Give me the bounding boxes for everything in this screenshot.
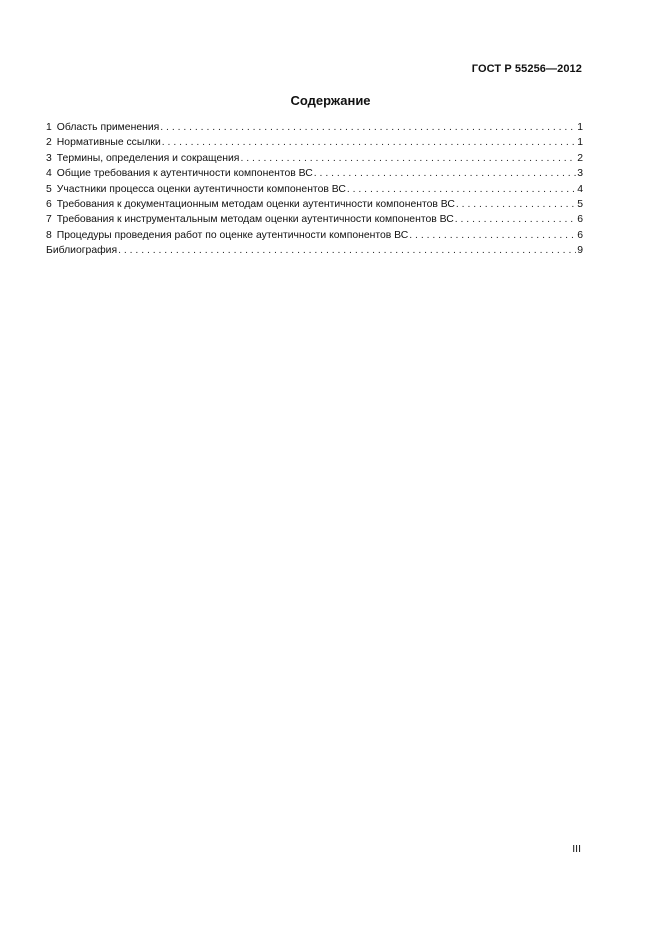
- toc-entry-number: 7: [46, 214, 52, 226]
- toc-title: Содержание: [290, 93, 371, 108]
- toc-entry-number: 6: [46, 198, 52, 210]
- toc-entry-7[interactable]: [46, 212, 583, 227]
- toc-entry-page: 4: [577, 183, 583, 195]
- toc-entry-bibliography[interactable]: [46, 243, 583, 258]
- toc-entry-number: 8: [46, 229, 52, 241]
- toc-entry-2[interactable]: [46, 135, 583, 150]
- toc-leader-dots: [160, 120, 576, 135]
- toc-entry-page: 1: [577, 137, 583, 149]
- toc-leader-dots: [240, 151, 576, 166]
- toc-leader-dots: [118, 243, 576, 258]
- toc-leader-dots: [456, 197, 576, 212]
- toc-entry-8[interactable]: [46, 228, 583, 243]
- page-number: III: [572, 843, 581, 855]
- toc-entry-page: 6: [577, 214, 583, 226]
- toc-entry-label: Участники процесса оценки аутентичности компонентов ВС: [56, 183, 346, 195]
- toc-entry-label: Библиография: [46, 245, 118, 257]
- toc-entry-number: 1: [46, 122, 52, 133]
- toc-leader-dots: [162, 135, 576, 150]
- toc-entry-page: 2: [577, 152, 583, 164]
- toc-entry-number: 4: [46, 168, 52, 180]
- toc-entry-page: 9: [577, 245, 583, 257]
- toc-entry-1[interactable]: [46, 120, 583, 135]
- toc-entry-number: 3: [46, 152, 52, 164]
- toc-leader-dots: [314, 166, 576, 181]
- table-of-contents: [46, 120, 583, 259]
- toc-entry-page: 1: [577, 122, 583, 133]
- toc-entry-3[interactable]: [46, 151, 583, 166]
- toc-entry-page: 5: [577, 198, 583, 210]
- toc-entry-5[interactable]: [46, 182, 583, 197]
- toc-entry-label: Требования к инструментальным методам оценки аутентичности компонентов ВС: [56, 214, 454, 226]
- toc-entry-number: 2: [46, 137, 52, 149]
- toc-entry-label: Требования к документационным методам оценки аутентичности компонентов ВС: [56, 198, 455, 210]
- toc-entry-page: 6: [577, 229, 583, 241]
- toc-leader-dots: [347, 182, 576, 197]
- toc-leader-dots: [455, 212, 576, 227]
- toc-entry-label: Термины, определения и сокращения: [56, 152, 240, 164]
- toc-entry-label: Нормативные ссылки: [56, 137, 161, 149]
- toc-leader-dots: [409, 228, 576, 243]
- toc-entry-label: Общие требования к аутентичности компонентов ВС: [56, 168, 313, 180]
- toc-entry-6[interactable]: [46, 197, 583, 212]
- standard-code: ГОСТ Р 55256—2012: [471, 63, 582, 75]
- toc-entry-page: 3: [577, 168, 583, 180]
- toc-entry-label: Процедуры проведения работ по оценке аутентичности компонентов ВС: [56, 229, 409, 241]
- toc-entry-label: Область применения: [56, 122, 160, 133]
- toc-entry-number: 5: [46, 183, 52, 195]
- toc-entry-4[interactable]: [46, 166, 583, 181]
